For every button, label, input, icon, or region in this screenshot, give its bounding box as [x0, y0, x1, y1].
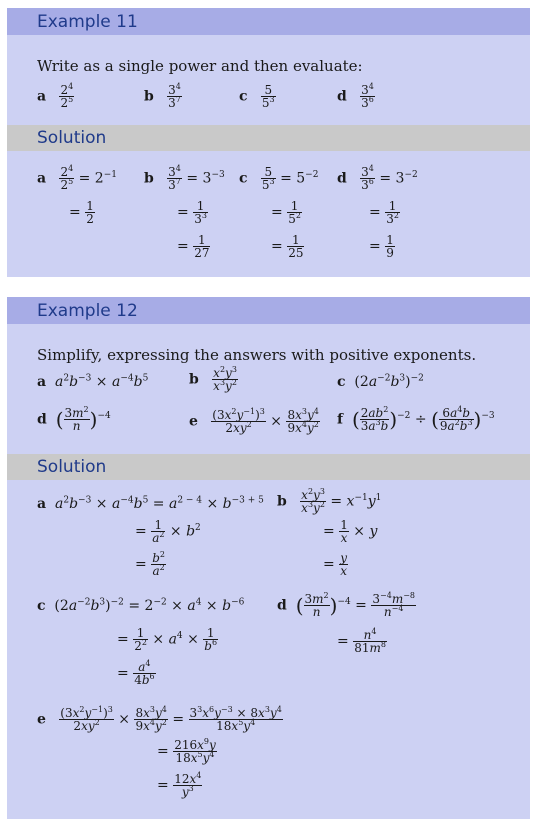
ex12-s-c2: = $\frac{1}{2^2}$ × $a^4$ × $\frac{1}{b^6}$	[117, 626, 218, 653]
ex12-s-e3: = $\frac{12x^4}{y^3}$	[157, 771, 202, 799]
ex12-s-d1: d ( $\frac{3m^2}{n}$ )$^{-4}$ = $\frac{3^{-4}m^{-8}}{n^{-4}}$	[277, 591, 415, 619]
ex12-s-b2: = $\frac{1}{x}$ × y	[323, 518, 378, 545]
ex12-s-a3: = $\frac{b^2}{a^2}$	[135, 550, 165, 578]
ex12-s-a1: a $a^2b^{-3} \times a^{-4}b^5 = a^{2 - 4} \times b^{-3 + 5}$	[37, 495, 264, 512]
ex11-s-c3: = $\frac{1}{25}$	[271, 233, 304, 260]
example-11-prompt: Write as a single power and then evaluate:	[37, 57, 363, 75]
example-11-box	[7, 8, 530, 277]
ex11-q-b: b $\frac{3^4}{3^7}$	[144, 82, 181, 110]
ex11-s-a2: = $\frac{1}{2}$	[69, 199, 94, 226]
ex11-s-d2: = $\frac{1}{3^2}$	[369, 199, 399, 226]
ex12-s-a2: = $\frac{1}{a^2}$ × $b^2$	[135, 518, 201, 545]
example-11-header	[7, 8, 530, 35]
ex11-s-c2: = $\frac{1}{5^2}$	[271, 199, 301, 226]
example-12-solution-bar	[7, 454, 530, 480]
ex12-q-b: b $\frac{x^2y^3}{x^3y^2}$	[189, 365, 237, 393]
ex11-q-c: c $\frac{5}{5^3}$	[239, 83, 275, 110]
ex12-s-b1: b $\frac{x^2y^3}{x^3y^2}$ = $x^{-1}y^1$	[277, 487, 382, 515]
ex11-s-d1: d $\frac{3^4}{3^6}$ = $3^{-2}$	[337, 164, 418, 192]
example-12-title: Example 12	[37, 301, 138, 321]
example-12-box	[7, 297, 530, 819]
ex12-s-c3: = $\frac{a^4}{4b^6}$	[117, 659, 155, 687]
ex11-s-b2: = $\frac{1}{3^3}$	[177, 199, 207, 226]
ex12-q-e: e $\frac{(3x^2y^{-1})^3}{2xy^2}$ × $\frac{8x^3y^4}{9x^4y^2}$	[189, 407, 319, 435]
ex11-s-c1: c $\frac{5}{5^3}$ = $5^{-2}$	[239, 165, 319, 192]
ex12-s-e1: e $\frac{(3x^2y^{-1})^3}{2xy^2}$ × $\frac{8x^3y^4}{9x^4y^2}$ = $\frac{3^3x^6y^{-3} \times 8x^3y^4}{18x^5y^4}$	[37, 705, 282, 733]
ex11-q-d: d $\frac{3^4}{3^6}$	[337, 82, 374, 110]
ex11-s-b1: b $\frac{3^4}{3^7}$ = $3^{-3}$	[144, 164, 225, 192]
example-11-solution-bar	[7, 125, 530, 151]
ex12-q-a: a $a^2b^{-3} \times a^{-4}b^5$	[37, 373, 149, 390]
example-12-solution-title: Solution	[37, 457, 107, 477]
ex11-q-a: a $\frac{2^4}{2^5}$	[37, 82, 74, 110]
ex12-s-c1: c $(2a^{-2}b^3)^{-2} = 2^{-2} \times a^4 \times b^{-6}$	[37, 597, 245, 614]
ex12-q-d: d ( $\frac{3m^2}{n}$ )$^{-4}$	[37, 405, 111, 433]
ex11-s-b3: = $\frac{1}{27}$	[177, 233, 210, 260]
ex12-s-d2: = $\frac{n^4}{81m^8}$	[337, 627, 386, 655]
example-12-prompt: Simplify, expressing the answers with positive exponents.	[37, 346, 477, 364]
ex12-s-b3: = $\frac{y}{x}$	[323, 551, 347, 578]
ex12-q-f: f ( $\frac{2ab^2}{3a^3b}$ )$^{-2}$ ÷ ( $\frac{6a^4b}{9a^2b^3}$ )$^{-3}$	[337, 405, 495, 433]
example-11-solution-title: Solution	[37, 128, 107, 148]
ex12-q-c: c $(2a^{-2}b^3)^{-2}$	[337, 373, 424, 390]
ex12-s-e2: = $\frac{216x^9y}{18x^5y^4}$	[157, 737, 216, 765]
ex11-s-a1: a $\frac{2^4}{2^5}$ = $2^{-1}$	[37, 164, 117, 192]
example-11-title: Example 11	[37, 12, 138, 32]
example-12-header	[7, 297, 530, 324]
ex11-s-d3: = $\frac{1}{9}$	[369, 233, 394, 260]
